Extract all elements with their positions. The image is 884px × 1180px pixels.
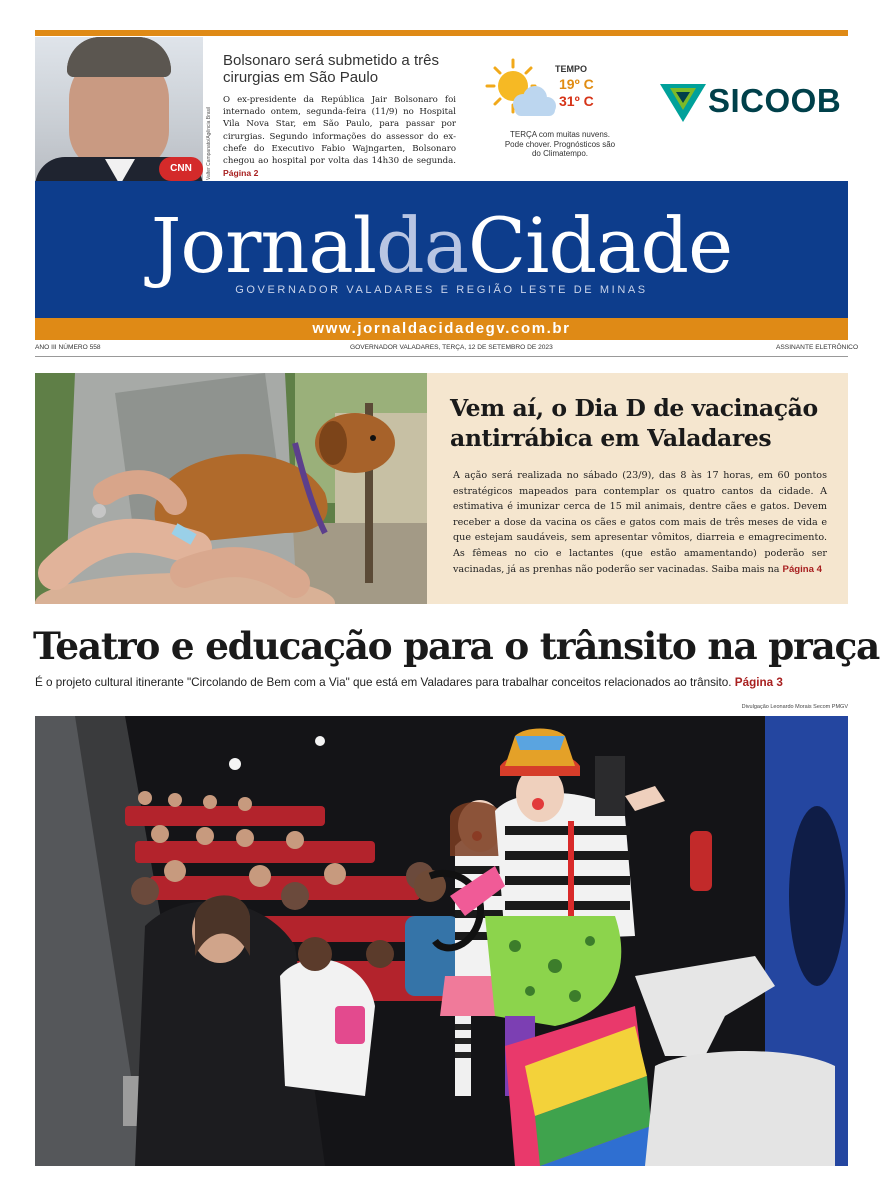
main-subtitle-text: É o projeto cultural itinerante "Circolando de Bem com a Via" que está em Valadares para trabalhar conceitos relacionados ao trânsito. [35,676,732,689]
photo-hair-top [67,37,171,77]
temperature-max: 31º C [559,93,594,109]
dateline-rule [35,356,848,357]
vaccination-headline[interactable]: Vem aí, o Dia D de vacinação antirrábica em Valadares [450,394,818,452]
temperature-min: 19º C [559,76,594,92]
weather-forecast: TERÇA com muitas nuvens. Pode chover. Prognósticos são do Climatempo. [504,130,616,159]
microphone-logo: CNN [159,157,203,181]
teaser-headline[interactable]: Bolsonaro será submetido a três cirurgias em São Paulo [223,52,439,86]
weather-label: TEMPO [555,64,588,74]
vaccination-body [453,468,827,577]
dog-vaccination-illustration [35,373,427,604]
vaccination-story-box [427,373,848,604]
title-part-cidade: Cidade [468,201,733,290]
main-subtitle [35,676,855,689]
teaser-photo[interactable] [35,37,203,181]
edition-number: ANO III NÚMERO 558 [35,344,101,351]
website-link[interactable]: www.jornaldacidadegv.com.br [312,320,571,337]
url-bar [35,318,848,340]
issue-date: GOVERNADOR VALADARES, TERÇA, 12 DE SETEMBRO DE 2023 [350,344,553,351]
main-photo-credit: Divulgação Leonardo Morais Secom PMGV [741,704,848,710]
title-part-da: da [376,201,469,290]
newspaper-title[interactable] [35,201,848,291]
newspaper-subtitle: GOVERNADOR VALADARES E REGIÃO LESTE DE MINAS [235,284,648,296]
title-part-jornal: Jornal [150,201,377,290]
teaser-photo-credit: Valter Campanato/Agência Brasil [206,106,212,180]
main-headline[interactable]: Teatro e educação para o trânsito na praça [33,624,880,668]
vaccination-body-text: A ação será realizada no sábado (23/9), das 8 às 17 horas, em 60 pontos estratégicos mapeados para contemplar os quatro cantos da cidade. A estimativa é imunizar cerca de 15 mil animais, dentre cães e gatos. Devem receber a dose da vacina os cães e gatos com mais de três meses de vida e que estejam saudáveis, sem apresentar vômitos, diarreia e emagrecimento. As fêmeas no cio e lactantes (que estão amamentando) poderão ser vacinadas, já as prenhas não poderão ser vacinadas. Saiba mais na [453,470,827,575]
teaser-body-text: O ex-presidente da República Jair Bolsonaro foi internado ontem, segunda-feira (11/9) no Hospital Vila Nova Star, em São Paulo, para passar por cirurgias. Segundo informações do assessor do ex-chefe do Executivo Fabio Wajngarten, Bolsonaro chegou ao hospital por volta das 14h30 de segunda. [223,95,456,167]
main-page-link[interactable]: Página 3 [734,676,783,689]
masthead [35,181,848,318]
vaccination-photo[interactable] [35,373,427,604]
subscriber-type: ASSINANTE ELETRÔNICO [776,344,859,351]
sicoob-logo-text[interactable]: SICOOB [708,82,842,119]
theater-photo[interactable] [35,716,848,1166]
sun-cloud-icon [483,56,563,126]
teaser-body [223,94,456,180]
sicoob-logo-icon [660,84,706,124]
top-accent-rule [35,30,848,36]
clown-theater-illustration [35,716,848,1166]
vaccination-page-link[interactable]: Página 4 [782,563,823,575]
teaser-page-link[interactable]: Página 2 [223,168,259,179]
